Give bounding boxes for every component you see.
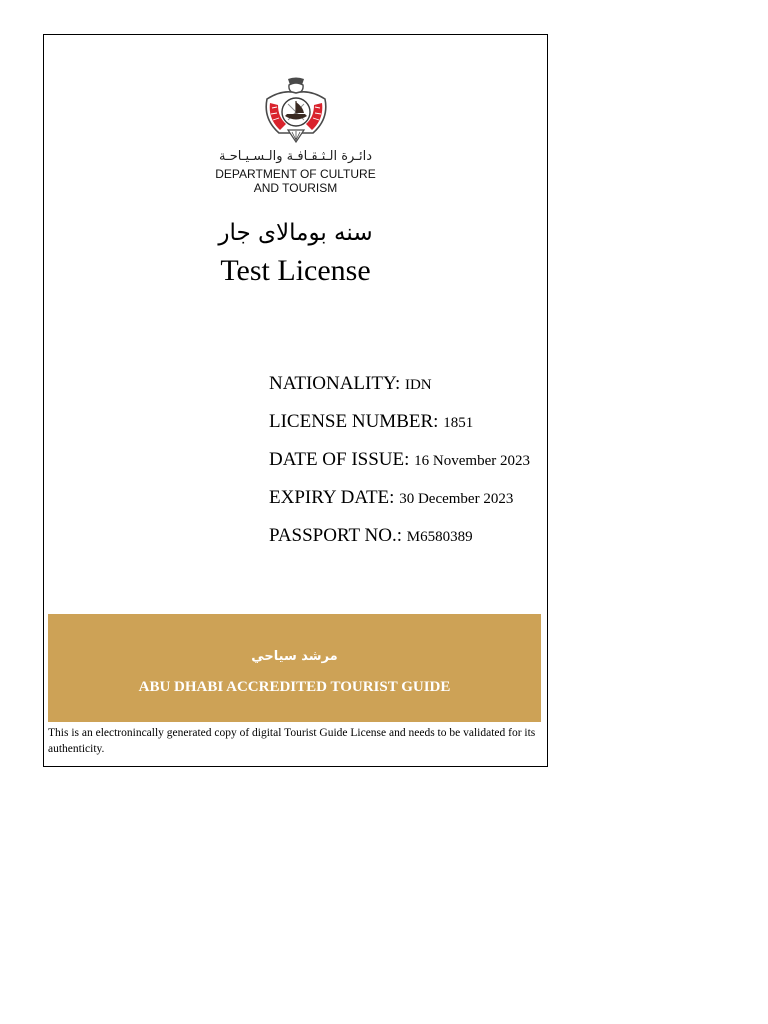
license-details <box>269 365 530 555</box>
accreditation-banner <box>48 614 541 722</box>
banner-title: ABU DHABI ACCREDITED TOURIST GUIDE <box>138 679 451 695</box>
expiry-date-value: 30 December 2023 <box>399 491 514 507</box>
emblem-disc <box>282 98 310 126</box>
license-number-value: 1851 <box>443 415 474 431</box>
department-logo <box>44 77 547 143</box>
holder-name: Test License <box>220 254 371 287</box>
nationality-value: IDN <box>404 377 432 393</box>
department-name-arabic: دائـرة الـثـقـافـة والـسـيـاحـة <box>218 149 373 164</box>
field-nationality <box>269 365 530 403</box>
disclaimer-text: This is an electronincally generated copy of digital Tourist Guide License and needs to be validated for its authenticity. <box>48 727 536 755</box>
nationality-label: NATIONALITY: <box>269 373 401 394</box>
field-license-number <box>269 403 530 441</box>
date-of-issue-value: 16 November 2023 <box>414 453 530 469</box>
date-of-issue-label: DATE OF ISSUE: <box>269 449 410 470</box>
holder-name-arabic: سنه بومالای جار <box>218 220 373 246</box>
passport-number-value: M6580389 <box>406 529 473 545</box>
abu-dhabi-emblem-icon <box>263 77 329 143</box>
field-expiry-date <box>269 479 530 517</box>
license-number-label: LICENSE NUMBER: <box>269 411 439 432</box>
expiry-date-label: EXPIRY DATE: <box>269 487 395 508</box>
department-name-line-1: DEPARTMENT OF CULTURE <box>215 167 376 181</box>
license-card <box>43 34 548 767</box>
field-passport-number <box>269 517 530 555</box>
department-name-line-2: AND TOURISM <box>253 181 338 195</box>
banner-title-arabic: مرشد سياحي <box>251 649 338 664</box>
emblem-tail <box>288 130 304 142</box>
passport-number-label: PASSPORT NO.: <box>269 525 402 546</box>
field-date-of-issue <box>269 441 530 479</box>
